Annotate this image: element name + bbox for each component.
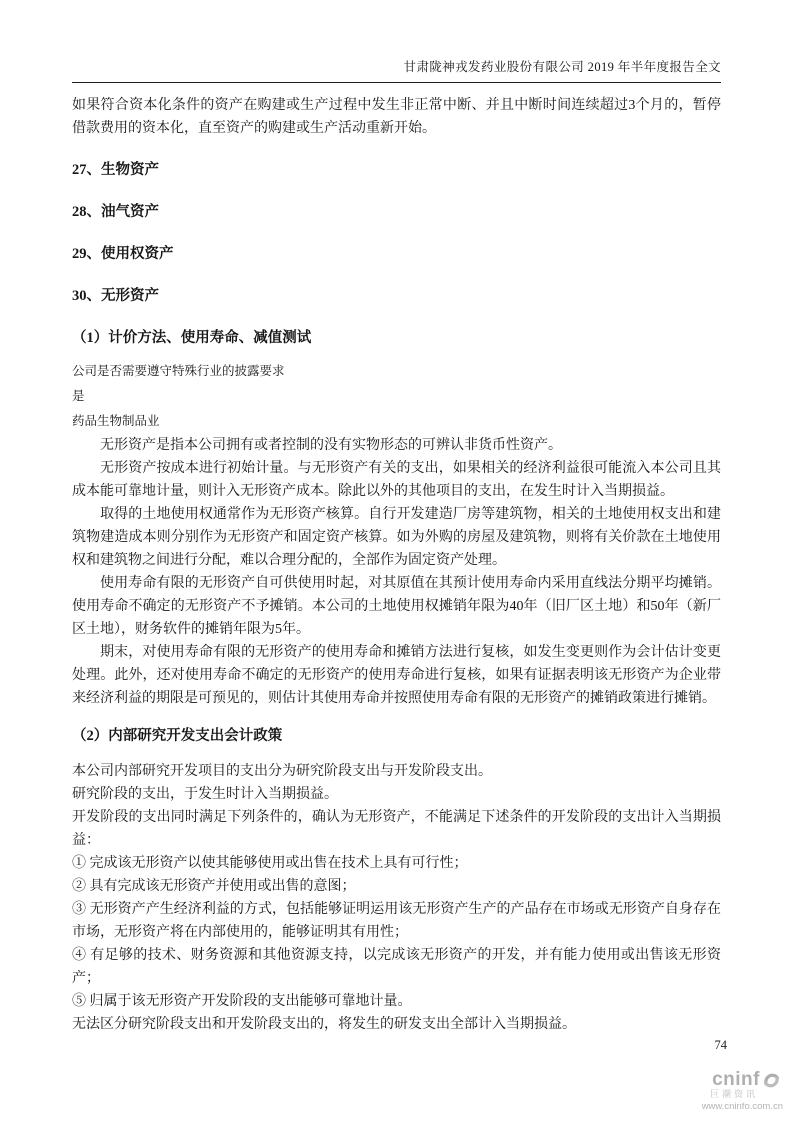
condition-4-resources: ④ 有足够的技术、财务资源和其他资源支持，以完成该无形资产的开发，并有能力使用或出售该无形资产； xyxy=(72,948,721,986)
paragraph-land-use-rights: 取得的土地使用权通常作为无形资产核算。自行开发建造厂房等建筑物，相关的土地使用权支出和建筑物建造成本则分别作为无形资产和固定资产核算。如为外购的房屋及建筑物，则将有关价款在土地使用权和建筑物之间进行分配，难以合理分配的，全部作为固定资产处理。 xyxy=(72,507,721,568)
paragraph-intangible-definition: 无形资产是指本公司拥有或者控制的没有实物形态的可辨认非货币性资产。 xyxy=(100,438,562,453)
heading-30-intangible-assets: 30、无形资产 xyxy=(72,288,159,304)
page-header xyxy=(72,0,721,83)
condition-5-reliable-measurement: ⑤ 归属于该无形资产开发阶段的支出能够可靠地计量。 xyxy=(72,994,412,1009)
condition-1-technical-feasibility: ① 完成该无形资产以使其能够使用或出售在技术上具有可行性； xyxy=(72,856,468,871)
industry-name: 药品生物制品业 xyxy=(72,414,160,428)
paragraph-capitalization-suspension: 如果符合资本化条件的资产在购建或生产过程中发生非正常中断、并且中断时间连续超过3个月的，暂停借款费用的资本化，直至资产的购建或生产活动重新开始。 xyxy=(72,98,721,136)
page-number: 74 xyxy=(714,1038,727,1052)
paragraph-period-end-review: 期末，对使用寿命有限的无形资产的使用寿命和摊销方法进行复核，如发生变更则作为会计估计变更处理。此外，还对使用寿命不确定的无形资产的使用寿命进行复核，如果有证据表明该无形资产为企业带来经济利益的期限是可预见的，则估计其使用寿命并按照使用寿命有限的无形资产的摊销政策进行摊销。 xyxy=(72,645,721,706)
paragraph-development-stage-conditions: 开发阶段的支出同时满足下列条件的，确认为无形资产，不能满足下述条件的开发阶段的支出计入当期损益： xyxy=(72,810,721,848)
heading-s1-valuation-method: （1）计价方法、使用寿命、减值测试 xyxy=(72,330,312,346)
cninfo-logo-url: www.cninfo.com.cn xyxy=(701,1101,783,1112)
cninfo-logo-text: cninf xyxy=(712,1069,760,1090)
paragraph-research-stage: 研究阶段的支出，于发生时计入当期损益。 xyxy=(72,787,338,802)
heading-29-right-of-use-assets: 29、使用权资产 xyxy=(72,246,174,262)
cninfo-logo xyxy=(671,1070,783,1112)
condition-2-intention: ② 具有完成该无形资产并使用或出售的意图； xyxy=(72,879,356,894)
disclosure-question: 公司是否需要遵守特殊行业的披露要求 xyxy=(72,364,285,378)
cninfo-logo-subtitle: 巨潮资讯 xyxy=(709,1089,758,1099)
paragraph-initial-measurement: 无形资产按成本进行初始计量。与无形资产有关的支出，如果相关的经济利益很可能流入本公司且其成本能可靠地计量，则计入无形资产成本。除此以外的其他项目的支出，在发生时计入当期损益。 xyxy=(72,461,721,499)
cninfo-swirl-icon xyxy=(762,1071,781,1090)
heading-28-oil-gas-assets: 28、油气资产 xyxy=(72,204,159,220)
heading-27-biological-assets: 27、生物资产 xyxy=(72,162,159,178)
cninfo-logo-row xyxy=(671,1070,783,1090)
paragraph-amortization-periods: 使用寿命有限的无形资产自可供使用时起，对其原值在其预计使用寿命内采用直线法分期平均摊销。使用寿命不确定的无形资产不予摊销。本公司的土地使用权摊销年限为40年（旧厂区土地）和50年（新厂区土地），财务软件的摊销年限为5年。 xyxy=(72,576,721,637)
condition-3-economic-benefit: ③ 无形资产产生经济利益的方式，包括能够证明运用该无形资产生产的产品存在市场或无形资产自身存在市场，无形资产将在内部使用的，能够证明其有用性； xyxy=(72,902,721,940)
heading-s2-rd-expenditure-policy: （2）内部研究开发支出会计政策 xyxy=(72,728,283,744)
page-body xyxy=(72,94,721,1036)
paragraph-rd-split: 本公司内部研究开发项目的支出分为研究阶段支出与开发阶段支出。 xyxy=(72,764,492,779)
report-header-title: 甘肃陇神戎发药业股份有限公司 2019 年半年度报告全文 xyxy=(403,60,721,74)
paragraph-indistinguishable-expenditure: 无法区分研究阶段支出和开发阶段支出的，将发生的研发支出全部计入当期损益。 xyxy=(72,1017,576,1032)
disclosure-answer: 是 xyxy=(72,389,85,403)
